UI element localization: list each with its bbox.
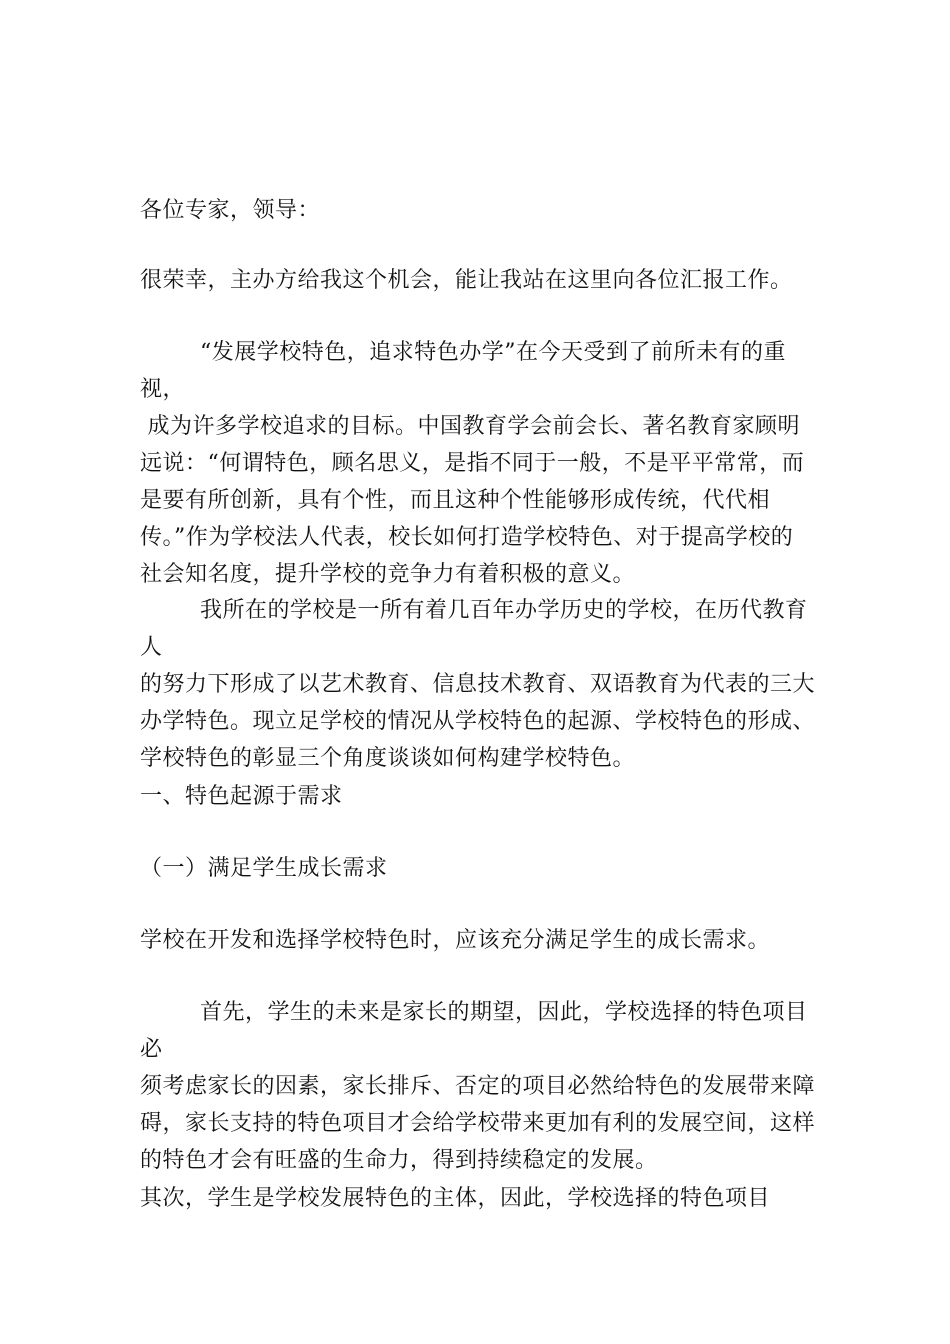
section-heading-1: 一、特色起源于需求 <box>140 784 343 809</box>
paragraph-school-history: 我所在的学校是一所有着几百年办学历史的学校，在历代教育人 的努力下形成了以艺术教育、信息技术教育、双语教育为代表的三大 办学特色。现立足学校的情况从学校特色的起源、学校特色的形成、 学校特色的彰显三个角度谈谈如何构建学校特色。 <box>140 598 816 771</box>
opening-paragraph: 很荣幸，主办方给我这个机会，能让我站在这里向各位汇报工作。 <box>140 268 793 293</box>
paragraph-student-needs: 学校在开发和选择学校特色时，应该充分满足学生的成长需求。 <box>140 928 771 953</box>
paragraph-second-point: 其次，学生是学校发展特色的主体，因此，学校选择的特色项目 <box>140 1186 771 1211</box>
subsection-heading-1: （一）满足学生成长需求 <box>140 856 388 881</box>
paragraph-school-characteristics: “发展学校特色，追求特色办学”在今天受到了前所未有的重视， 成为许多学校追求的目标。中国教育学会前会长、著名教育家顾明 远说：“何谓特色，顾名思义，是指不同于一般，不是平平常常，而 是要有所创新，具有个性，而且这种个性能够形成传统，代代相 传。”作为学校法人代表，校长如何打造学校特色、对于提高学校的 社会知名度，提升学校的竞争力有着积极的意义。 <box>140 340 805 587</box>
paragraph-first-point: 首先，学生的未来是家长的期望，因此，学校选择的特色项目必 须考虑家长的因素，家长排斥、否定的项目必然给特色的发展带来障 碍，家长支持的特色项目才会给学校带来更加有利的发展空间，这样 的特色才会有旺盛的生命力，得到持续稳定的发展。 <box>140 1000 816 1173</box>
salutation: 各位专家，领导： <box>140 198 321 223</box>
